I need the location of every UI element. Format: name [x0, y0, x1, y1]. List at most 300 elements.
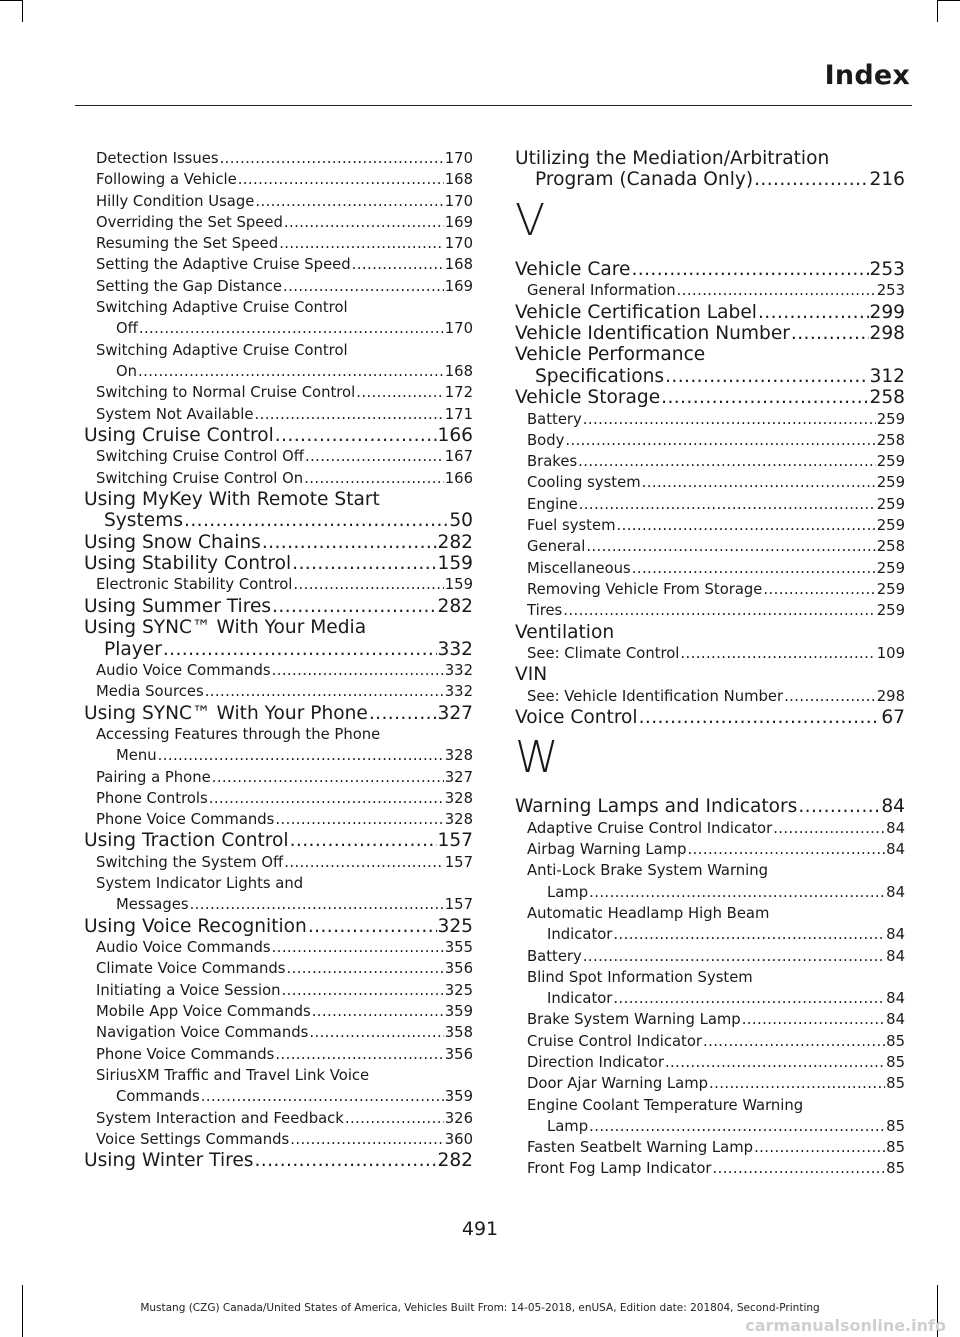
index-subentry [527, 686, 905, 707]
entry-text: Cooling system [527, 474, 641, 492]
page-number: 491 [461, 1218, 499, 1240]
entry-line [527, 1052, 905, 1073]
page-reference: 259 [876, 580, 905, 598]
entry-text: Mobile App Voice Commands [96, 1003, 311, 1021]
entry-text: Using Winter Tires [84, 1150, 254, 1172]
dot-leader [352, 254, 444, 275]
page-reference: 356 [444, 1045, 473, 1063]
entry-text: Media Sources [96, 683, 204, 701]
entry-text: Phone Controls [96, 789, 208, 807]
dot-leader [369, 703, 437, 724]
entry-line [527, 686, 905, 707]
entry-text: Switching the System Off [96, 853, 284, 871]
entry-text: Navigation Voice Commands [96, 1024, 309, 1042]
index-subentry [96, 404, 473, 425]
page-reference: 298 [876, 687, 905, 705]
page-reference: 84 [886, 990, 905, 1008]
entry-line [96, 809, 473, 830]
entry-line [515, 169, 905, 190]
dot-leader [286, 958, 443, 979]
dot-leader [238, 169, 444, 190]
page-reference: 170 [444, 192, 473, 210]
page-title: Index [824, 60, 910, 91]
entry-line [96, 276, 473, 297]
entry-text: Audio Voice Commands [96, 662, 271, 679]
entry-text: Messages [116, 896, 189, 914]
index-entry [515, 323, 905, 344]
entry-text: Automatic Headlamp High Beam [527, 904, 770, 922]
entry-line [96, 1001, 473, 1022]
entry-text: Indicator [547, 990, 613, 1008]
index-subentry [96, 254, 473, 275]
entry-text: Utilizing the Mediation/Arbitration [515, 148, 830, 169]
entry-text: Miscellaneous [527, 559, 631, 577]
entry-line [515, 323, 905, 344]
entry-line [527, 860, 905, 881]
index-subentry [527, 946, 905, 967]
page-reference: 159 [444, 576, 473, 594]
dot-leader [579, 494, 876, 515]
page-reference: 85 [886, 1075, 905, 1093]
entry-line [84, 639, 473, 660]
index-subentry [96, 937, 473, 958]
entry-text: Adaptive Cruise Control Indicator [527, 819, 773, 837]
dot-leader [275, 1044, 443, 1065]
entry-line [515, 387, 905, 408]
index-subentry [96, 191, 473, 212]
entry-line [96, 361, 473, 382]
entry-text: Blind Spot Information System [527, 968, 753, 986]
entry-line [96, 1022, 473, 1043]
index-subentry [96, 1108, 473, 1129]
entry-line [515, 366, 905, 387]
page-reference: 356 [444, 960, 473, 978]
index-subentry [96, 276, 473, 297]
page-reference: 259 [876, 559, 905, 577]
index-entry [84, 489, 473, 532]
entry-text: Engine [527, 495, 578, 513]
entry-line [84, 532, 473, 553]
entry-text: Following a Vehicle [96, 171, 237, 189]
index-subentry [527, 409, 905, 430]
entry-text: Body [527, 431, 565, 449]
entry-line [96, 212, 473, 233]
entry-text: Voice Settings Commands [96, 1130, 290, 1148]
dot-leader [283, 276, 444, 297]
entry-line [527, 494, 905, 515]
entry-line [527, 882, 905, 903]
entry-line [515, 259, 905, 280]
index-subentry [96, 809, 473, 830]
entry-text: Front Fog Lamp Indicator [527, 1160, 712, 1178]
dot-leader [282, 980, 444, 1001]
entry-text: Door Ajar Warning Lamp [527, 1075, 709, 1093]
index-subentry [527, 1052, 905, 1073]
dot-leader [272, 937, 444, 958]
entry-line [527, 472, 905, 493]
page-reference: 359 [444, 1088, 473, 1106]
entry-line [527, 818, 905, 839]
index-entry [515, 387, 905, 408]
page-reference: 282 [437, 531, 473, 553]
entry-line [96, 1129, 473, 1150]
entry-text: Voice Control [515, 706, 638, 728]
entry-text: See: Climate Control [527, 644, 680, 662]
index-subentry [527, 579, 905, 600]
crop-mark [937, 0, 938, 22]
entry-text: Electronic Stability Control [96, 576, 293, 594]
entry-line [515, 622, 905, 643]
entry-text: Warning Lamps and Indicators [515, 796, 798, 818]
entry-line [527, 1137, 905, 1158]
entry-line [527, 643, 905, 664]
index-subentry [96, 724, 473, 767]
entry-line [96, 169, 473, 190]
index-subentry [527, 643, 905, 664]
entry-line [527, 1073, 905, 1094]
index-column-right [515, 148, 905, 1180]
page-reference: 85 [886, 1117, 905, 1135]
entry-text: Using Voice Recognition [84, 915, 307, 937]
entry-text: Fasten Seatbelt Warning Lamp [527, 1139, 754, 1157]
entry-line [84, 553, 473, 574]
entry-text: Vehicle Storage [515, 387, 661, 409]
entry-text: General Information [527, 282, 676, 300]
dot-leader [205, 681, 444, 702]
dot-leader [284, 212, 444, 233]
entry-text: Detection Issues [96, 150, 219, 167]
page-reference: 259 [876, 453, 905, 471]
index-subentry [527, 1009, 905, 1030]
entry-text: Fuel system [527, 517, 616, 535]
page-reference: 167 [444, 448, 473, 466]
page-reference: 259 [876, 410, 905, 428]
dot-leader [758, 302, 869, 323]
page-reference: 172 [444, 384, 473, 402]
page-reference: 84 [881, 796, 905, 818]
page-reference: 326 [444, 1109, 473, 1127]
entry-line [96, 724, 473, 745]
index-subentry [96, 340, 473, 383]
entry-text: Accessing Features through the Phone [96, 726, 381, 743]
dot-leader [639, 707, 881, 728]
dot-leader [255, 191, 443, 212]
page-reference: 168 [444, 256, 473, 274]
page-reference: 170 [444, 235, 473, 253]
page-reference: 327 [444, 768, 473, 786]
dot-leader [272, 596, 436, 617]
entry-line [96, 446, 473, 467]
entry-text: Setting the Adaptive Cruise Speed [96, 256, 351, 274]
index-subentry [96, 788, 473, 809]
page-reference: 259 [876, 602, 905, 620]
entry-text: Phone Voice Commands [96, 811, 275, 829]
dot-leader [563, 600, 875, 621]
section-letter: W [515, 732, 559, 784]
index-subentry [527, 1031, 905, 1052]
entry-text: Removing Vehicle From Storage [527, 580, 763, 598]
entry-text: Switching Cruise Control Off [96, 448, 304, 466]
dot-leader [589, 882, 885, 903]
page-reference: 360 [444, 1130, 473, 1148]
entry-text: Commands [116, 1088, 200, 1106]
index-subentry [527, 558, 905, 579]
index-entry [515, 344, 905, 387]
entry-text: Using Traction Control [84, 830, 289, 852]
entry-text: Climate Voice Commands [96, 960, 286, 978]
entry-line [96, 745, 473, 766]
page-reference: 84 [886, 841, 905, 859]
page-reference: 85 [886, 1032, 905, 1050]
entry-line [96, 980, 473, 1001]
dot-leader [138, 361, 444, 382]
entry-text: Systems [104, 510, 184, 532]
entry-text: System Not Available [96, 405, 254, 423]
entry-text: Anti-Lock Brake System Warning [527, 862, 769, 880]
dot-leader [312, 1001, 444, 1022]
dot-leader [275, 425, 437, 446]
dot-leader [613, 924, 885, 945]
page-reference: 328 [444, 789, 473, 807]
entry-line [96, 1086, 473, 1107]
page-reference: 169 [444, 277, 473, 295]
entry-text: System Indicator Lights and [96, 875, 304, 893]
crop-mark [938, 0, 960, 1]
entry-line [527, 430, 905, 451]
dot-leader [158, 745, 444, 766]
page-reference: 332 [444, 683, 473, 701]
index-entry [84, 425, 473, 446]
entry-line [96, 681, 473, 702]
dot-leader [703, 1031, 885, 1052]
entry-line [515, 796, 905, 817]
page-reference: 157 [444, 896, 473, 914]
page-reference: 258 [876, 538, 905, 556]
entry-line [527, 558, 905, 579]
page-reference: 355 [444, 939, 473, 957]
index-subentry [96, 852, 473, 873]
index-subentry [527, 1073, 905, 1094]
page-reference: 298 [869, 322, 905, 344]
dot-leader [798, 796, 880, 817]
entry-line [527, 451, 905, 472]
index-subentry [527, 600, 905, 621]
index-subentry [527, 1095, 905, 1138]
entry-line [84, 703, 473, 724]
index-subentry [96, 382, 473, 403]
entry-line [515, 302, 905, 323]
entry-line [96, 1044, 473, 1065]
dot-leader [631, 259, 868, 280]
entry-text: On [116, 362, 138, 380]
entry-line [96, 148, 473, 169]
entry-text: Using Stability Control [84, 553, 292, 575]
dot-leader [284, 852, 444, 873]
dot-leader [791, 323, 869, 344]
entry-line [96, 191, 473, 212]
entry-line [527, 946, 905, 967]
entry-text: System Interaction and Feedback [96, 1109, 344, 1127]
entry-text: Vehicle Identification Number [515, 322, 790, 344]
entry-line [527, 515, 905, 536]
dot-leader [677, 280, 876, 301]
index-subentry [527, 1158, 905, 1179]
page-reference: 312 [869, 365, 905, 387]
dot-leader [308, 916, 437, 937]
page-reference: 67 [881, 706, 905, 728]
index-subentry [96, 660, 473, 681]
index-subentry [527, 451, 905, 472]
index-subentry [96, 446, 473, 467]
page-reference: 332 [444, 662, 473, 679]
dot-leader [754, 169, 868, 190]
entry-line [96, 340, 473, 361]
dot-leader [613, 988, 885, 1009]
entry-text: Engine Coolant Temperature Warning [527, 1096, 804, 1114]
entry-text: Player [104, 638, 162, 660]
entry-text: Ventilation [515, 621, 615, 643]
entry-line [84, 425, 473, 446]
dot-leader [665, 1052, 885, 1073]
page-reference: 216 [869, 169, 905, 191]
dot-leader [279, 233, 444, 254]
entry-text: Menu [116, 747, 157, 765]
page-reference: 157 [437, 830, 473, 852]
index-entry [515, 796, 905, 817]
page-reference: 85 [886, 1054, 905, 1071]
entry-line [96, 233, 473, 254]
index-subentry [527, 903, 905, 946]
page-reference: 84 [886, 819, 905, 837]
index-subentry [96, 873, 473, 916]
entry-text: See: Vehicle Identification Number [527, 687, 784, 705]
crop-mark [22, 0, 23, 22]
dot-leader [583, 946, 885, 967]
entry-line [96, 852, 473, 873]
entry-line [515, 344, 905, 365]
entry-line [515, 664, 905, 685]
entry-text: Resuming the Set Speed [96, 235, 279, 253]
entry-line [96, 1065, 473, 1086]
entry-line [527, 839, 905, 860]
index-entry [84, 916, 473, 937]
dot-leader [262, 532, 437, 553]
entry-line [527, 1116, 905, 1137]
dot-leader [712, 1158, 885, 1179]
page-reference: 358 [444, 1024, 473, 1042]
dot-leader [356, 382, 444, 403]
entry-line [515, 707, 905, 728]
index-column-left [84, 148, 473, 1172]
dot-leader [292, 553, 436, 574]
entry-line [84, 1150, 473, 1171]
entry-line [527, 988, 905, 1009]
entry-text: Setting the Gap Distance [96, 277, 283, 295]
index-subentry [527, 1137, 905, 1158]
dot-leader [586, 536, 875, 557]
entry-line [84, 617, 473, 638]
entry-line [527, 924, 905, 945]
dot-leader [583, 409, 876, 430]
index-subentry [527, 472, 905, 493]
watermark-text: carmanualsonline.info [745, 1316, 946, 1335]
dot-leader [642, 472, 876, 493]
entry-line [96, 574, 473, 595]
entry-text: Switching Adaptive Cruise Control [96, 299, 348, 317]
page-reference: 168 [444, 362, 473, 380]
entry-text: Direction Indicator [527, 1054, 664, 1071]
entry-text: Hilly Condition Usage [96, 192, 255, 210]
dot-leader [163, 639, 437, 660]
entry-line [84, 510, 473, 531]
entry-text: Lamp [547, 883, 589, 901]
section-letter: V [515, 194, 546, 246]
entry-line [527, 1009, 905, 1030]
entry-line [84, 596, 473, 617]
page-reference: 84 [886, 947, 905, 965]
entry-text: Pairing a Phone [96, 768, 211, 786]
entry-line [96, 404, 473, 425]
dot-leader [565, 430, 875, 451]
entry-text: Lamp [547, 1117, 589, 1135]
dot-leader [305, 446, 444, 467]
dot-leader [290, 830, 437, 851]
page-reference: 85 [886, 1139, 905, 1157]
index-entry [84, 532, 473, 553]
page-reference: 327 [437, 702, 473, 724]
entry-text: Using Summer Tires [84, 595, 272, 617]
page-reference: 258 [876, 431, 905, 449]
dot-leader [290, 1129, 444, 1150]
entry-line [96, 1108, 473, 1129]
dot-leader [309, 1022, 443, 1043]
dot-leader [773, 818, 885, 839]
entry-line [96, 767, 473, 788]
index-subentry [96, 233, 473, 254]
page-reference: 159 [437, 553, 473, 575]
dot-leader [709, 1073, 885, 1094]
page-reference: 328 [444, 811, 473, 829]
index-entry [515, 302, 905, 323]
page-reference: 282 [437, 1150, 473, 1172]
index-entry [84, 703, 473, 724]
page-reference: 258 [869, 387, 905, 409]
crop-mark [0, 0, 22, 1]
entry-text: Tires [527, 602, 563, 620]
index-subentry [96, 212, 473, 233]
entry-line [96, 382, 473, 403]
index-entry [515, 148, 905, 191]
entry-line [84, 916, 473, 937]
dot-leader [589, 1116, 885, 1137]
page-reference: 169 [444, 213, 473, 231]
entry-line [527, 1031, 905, 1052]
entry-text: Program (Canada Only) [535, 169, 754, 191]
page-reference: 84 [886, 1011, 905, 1029]
entry-line [527, 967, 905, 988]
entry-line [527, 903, 905, 924]
entry-text: Initiating a Voice Session [96, 981, 281, 999]
dot-leader [201, 1086, 444, 1107]
page-reference: 325 [444, 981, 473, 999]
entry-text: Vehicle Certification Label [515, 301, 757, 323]
page-reference: 84 [886, 926, 905, 944]
entry-text: Using MyKey With Remote Start [84, 488, 380, 510]
entry-text: General [527, 538, 586, 556]
entry-text: Using SYNC™ With Your Phone [84, 702, 368, 724]
entry-line [96, 254, 473, 275]
index-subentry [96, 958, 473, 979]
